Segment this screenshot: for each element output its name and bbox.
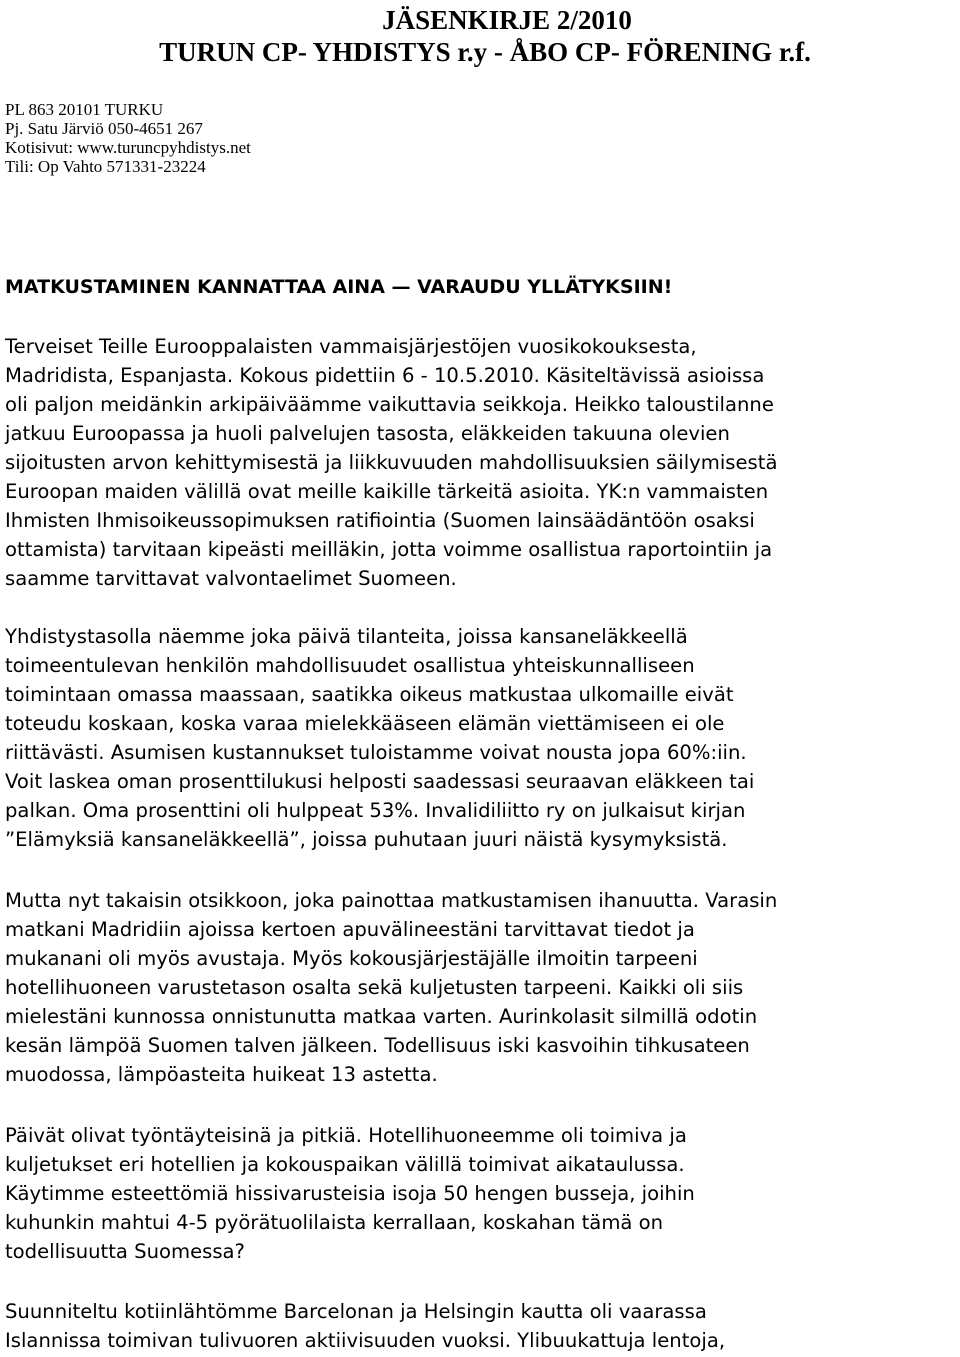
text-line: sijoitusten arvon kehittymisestä ja liikkuvuuden mahdollisuuksien säilymisestä [5, 451, 778, 474]
paragraph-4 [5, 1121, 960, 1266]
paragraph-1 [5, 332, 960, 593]
text-line: kuhunkin mahtui 4-5 pyörätuolilaista kerrallaan, koskahan tämä on [5, 1211, 664, 1234]
text-line: matkani Madridiin ajoissa kertoen apuvälineestäni tarvittavat tiedot ja [5, 918, 695, 941]
text-line: Päivät olivat työntäyteisinä ja pitkiä. Hotellihuoneemme oli toimiva ja [5, 1124, 687, 1147]
chairperson-contact: Pj. Satu Järviö 050-4651 267 [5, 119, 203, 138]
text-line: hotellihuoneen varustetason osalta sekä kuljetusten tarpeeni. Kaikki oli siis [5, 976, 744, 999]
text-line: jatkuu Euroopassa ja huoli palvelujen tasosta, eläkkeiden takuuna olevien [5, 422, 730, 445]
text-line: toimeentulevan henkilön mahdollisuudet osallistua yhteiskunnalliseen [5, 654, 695, 677]
text-line: Voit laskea oman prosenttilukusi helposti saadessasi seuraavan eläkkeen tai [5, 770, 755, 793]
contact-block [5, 100, 251, 176]
text-line: Mutta nyt takaisin otsikkoon, joka painottaa matkustamisen ihanuutta. Varasin [5, 889, 778, 912]
text-line: Käytimme esteettömiä hissivarusteisia isoja 50 hengen busseja, joihin [5, 1182, 695, 1205]
text-line: Terveiset Teille Eurooppalaisten vammaisjärjestöjen vuosikokouksesta, [5, 335, 697, 358]
text-line: Yhdistystasolla näemme joka päivä tilanteita, joissa kansaneläkkeellä [5, 625, 688, 648]
text-line: Suunniteltu kotiinlähtömme Barcelonan ja Helsingin kautta oli vaarassa [5, 1300, 707, 1323]
website-line: Kotisivut: www.turuncpyhdistys.net [5, 138, 251, 157]
text-line: Madridista, Espanjasta. Kokous pidettiin 6 - 10.5.2010. Käsiteltävissä asioissa [5, 364, 765, 387]
text-line: Islannissa toimivan tulivuoren aktiivisuuden vuoksi. Ylibuukattuja lentoja, [5, 1329, 726, 1352]
text-line: kesän lämpöä Suomen talven jälkeen. Todellisuus iski kasvoihin tihkusateen [5, 1034, 750, 1057]
text-line: Euroopan maiden välillä ovat meille kaikille tärkeitä asioita. YK:n vammaisten [5, 480, 769, 503]
text-line: kuljetukset eri hotellien ja kokouspaikan välillä toimivat aikataulussa. [5, 1153, 685, 1176]
article-headline: MATKUSTAMINEN KANNATTAA AINA — VARAUDU YLLÄTYKSIIN! [5, 276, 673, 298]
paragraph-5 [5, 1297, 960, 1355]
postal-address: PL 863 20101 TURKU [5, 100, 164, 119]
text-line: mielestäni kunnossa onnistunutta matkaa varten. Aurinkolasit silmillä odotin [5, 1005, 758, 1028]
association-name: TURUN CP- YHDISTYS r.y - ÅBO CP- FÖRENING r.f. [159, 37, 811, 67]
text-line: riittävästi. Asumisen kustannukset tuloistamme voivat nousta jopa 60%:iin. [5, 741, 747, 764]
text-line: muodossa, lämpöasteita huikeat 13 astetta. [5, 1063, 438, 1086]
text-line: mukanani oli myös avustaja. Myös kokousjärjestäjälle ilmoitin tarpeeni [5, 947, 698, 970]
paragraph-3 [5, 886, 960, 1089]
text-line: toimintaan omassa maassaan, saatikka oikeus matkustaa ulkomaille eivät [5, 683, 734, 706]
text-line: ottamista) tarvitaan kipeästi meilläkin, jotta voimme osallistua raportointiin ja [5, 538, 773, 561]
paragraph-2 [5, 622, 960, 854]
text-line: ”Elämyksiä kansaneläkkeellä”, joissa puhutaan juuri näistä kysymyksistä. [5, 828, 728, 851]
text-line: saamme tarvittavat valvontaelimet Suomeen. [5, 567, 457, 590]
text-line: toteudu koskaan, koska varaa mielekkääseen elämän viettämiseen ei ole [5, 712, 725, 735]
bank-account-line: Tili: Op Vahto 571331-23224 [5, 157, 206, 176]
text-line: Ihmisten Ihmisoikeussopimuksen ratifiointia (Suomen lainsäädäntöön osaksi [5, 509, 755, 532]
text-line: palkan. Oma prosenttini oli hulppeat 53%. Invalidiliitto ry on julkaisut kirjan [5, 799, 746, 822]
text-line: todellisuutta Suomessa? [5, 1240, 245, 1263]
newsletter-title: JÄSENKIRJE 2/2010 [382, 5, 632, 35]
text-line: oli paljon meidänkin arkipäiväämme vaikuttavia seikkoja. Heikko taloustilanne [5, 393, 774, 416]
